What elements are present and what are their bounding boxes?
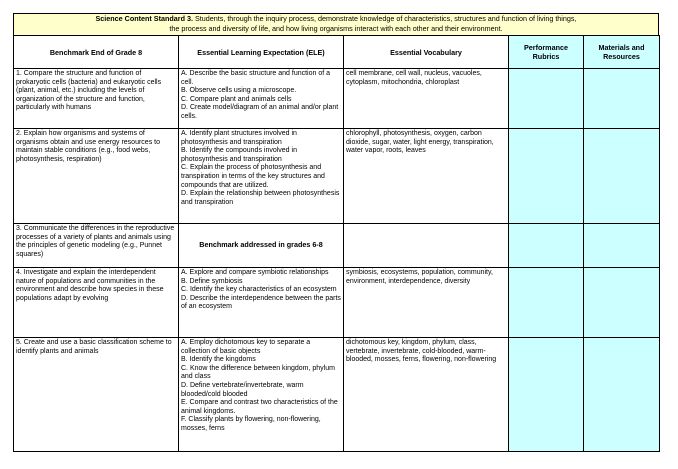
performance-cell xyxy=(509,129,584,224)
header-row xyxy=(14,36,660,69)
ele-item: A. Employ dichotomous key to separate a collection of basic objects xyxy=(181,339,311,355)
standard-text-1: Students, through the inquiry process, demonstrate knowledge of characteristics, structures and function of living things, xyxy=(192,14,577,23)
benchmark-cell: 5. Create and use a basic classification scheme to identify plants and animals xyxy=(14,338,179,452)
standard-line-2: the process and diversity of life, and how living organisms interact with each other and their environment. xyxy=(169,24,503,33)
header-ele: Essential Learning Expectation (ELE) xyxy=(179,36,344,69)
ele-item: C. Explain the process of photosynthesis and transpiration in terms of the key structures and compounds that are utilized. xyxy=(181,164,325,189)
benchmark-cell: 1. Compare the structure and function of prokaryotic cells (bacteria) and eukaryotic cells (plant, animal, etc.) including the levels of organization of the structure and function, particularly with humans xyxy=(14,69,179,129)
vocabulary-cell xyxy=(344,224,509,268)
table-row xyxy=(14,69,660,129)
vocabulary-cell: chlorophyll, photosynthesis, oxygen, carbon dioxide, sugar, water, light energy, transpiration, water vapor, roots, leaves xyxy=(344,129,509,224)
table-row xyxy=(14,268,660,338)
materials-cell xyxy=(584,224,660,268)
benchmark-table xyxy=(13,35,660,452)
ele-item: D. Describe the interdependence between the parts of an ecosystem xyxy=(181,294,341,311)
ele-item: B. Observe cells using a microscope. xyxy=(181,87,297,95)
ele-item: D. Create model/diagram of an animal and/or plant cells. xyxy=(181,104,339,120)
materials-cell xyxy=(584,129,660,224)
vocabulary-cell: dichotomous key, kingdom, phylum, class, vertebrate, invertebrate, cold-blooded, warm-blooded, mosses, ferns, flowering, non-flowering xyxy=(344,338,509,452)
ele-item: A. Describe the basic structure and function of a cell. xyxy=(181,70,331,86)
materials-cell xyxy=(584,268,660,338)
ele-item: D. Explain the relationship between photosynthesis and transpiration xyxy=(181,190,340,206)
standard-label: Science Content Standard 3. xyxy=(95,14,193,23)
ele-cell xyxy=(179,69,344,129)
performance-cell xyxy=(509,338,584,452)
performance-cell xyxy=(509,224,584,268)
ele-item: B. Identify the compounds involved in photosynthesis and transpiration xyxy=(181,147,297,163)
benchmark-cell: 4. Investigate and explain the interdependent nature of populations and communities in the environment and describe how species in these populations adapt by evolving xyxy=(14,268,179,338)
table-row xyxy=(14,338,660,452)
ele-item: F. Classify plants by flowering, non-flowering, mosses, ferns xyxy=(181,416,321,432)
standards-document xyxy=(13,13,659,452)
ele-item: D. Define vertebrate/invertebrate, warm blooded/cold blooded xyxy=(181,381,304,398)
vocabulary-cell: symbiosis, ecosystems, population, community, environment, interdependence, diversity xyxy=(344,268,509,338)
header-materials-resources: Materials and Resources xyxy=(584,36,660,69)
ele-item: C. Know the difference between kingdom, phylum and class xyxy=(181,364,335,381)
header-benchmark: Benchmark End of Grade 8 xyxy=(14,36,179,69)
performance-cell xyxy=(509,69,584,129)
ele-item: C. Identify the key characteristics of an ecosystem xyxy=(181,286,337,294)
benchmark-cell: 2. Explain how organisms and systems of organisms obtain and use energy resources to maintain stable conditions (e.g., food webs, photosynthesis, respiration) xyxy=(14,129,179,224)
ele-item: B. Define symbiosis xyxy=(181,277,243,285)
ele-cell xyxy=(179,268,344,338)
ele-item: A. Explore and compare symbiotic relationships xyxy=(181,269,329,276)
materials-cell xyxy=(584,338,660,452)
ele-item: E. Compare and contrast two characteristics of the animal kingdoms. xyxy=(181,399,338,415)
standard-line-1 xyxy=(14,14,658,24)
performance-cell xyxy=(509,268,584,338)
ele-cell xyxy=(179,338,344,452)
ele-cell xyxy=(179,129,344,224)
header-vocabulary: Essential Vocabulary xyxy=(344,36,509,69)
ele-item: A. Identify plant structures involved in photosynthesis and transpiration xyxy=(181,130,297,146)
materials-cell xyxy=(584,69,660,129)
header-performance-rubrics: Performance Rubrics xyxy=(509,36,584,69)
table-row xyxy=(14,129,660,224)
ele-item: C. Compare plant and animals cells xyxy=(181,95,292,103)
standard-banner xyxy=(13,13,659,36)
ele-note-cell: Benchmark addressed in grades 6-8 xyxy=(179,224,344,268)
ele-item: B. Identify the kingdoms xyxy=(181,356,256,364)
table-row xyxy=(14,224,660,268)
vocabulary-cell: cell membrane, cell wall, nucleus, vacuoles, cytoplasm, mitochondria, chloroplast xyxy=(344,69,509,129)
benchmark-cell: 3. Communicate the differences in the reproductive processes of a variety of plants and animals using the principles of genetic modeling (e.g., Punnet squares) xyxy=(14,224,179,268)
